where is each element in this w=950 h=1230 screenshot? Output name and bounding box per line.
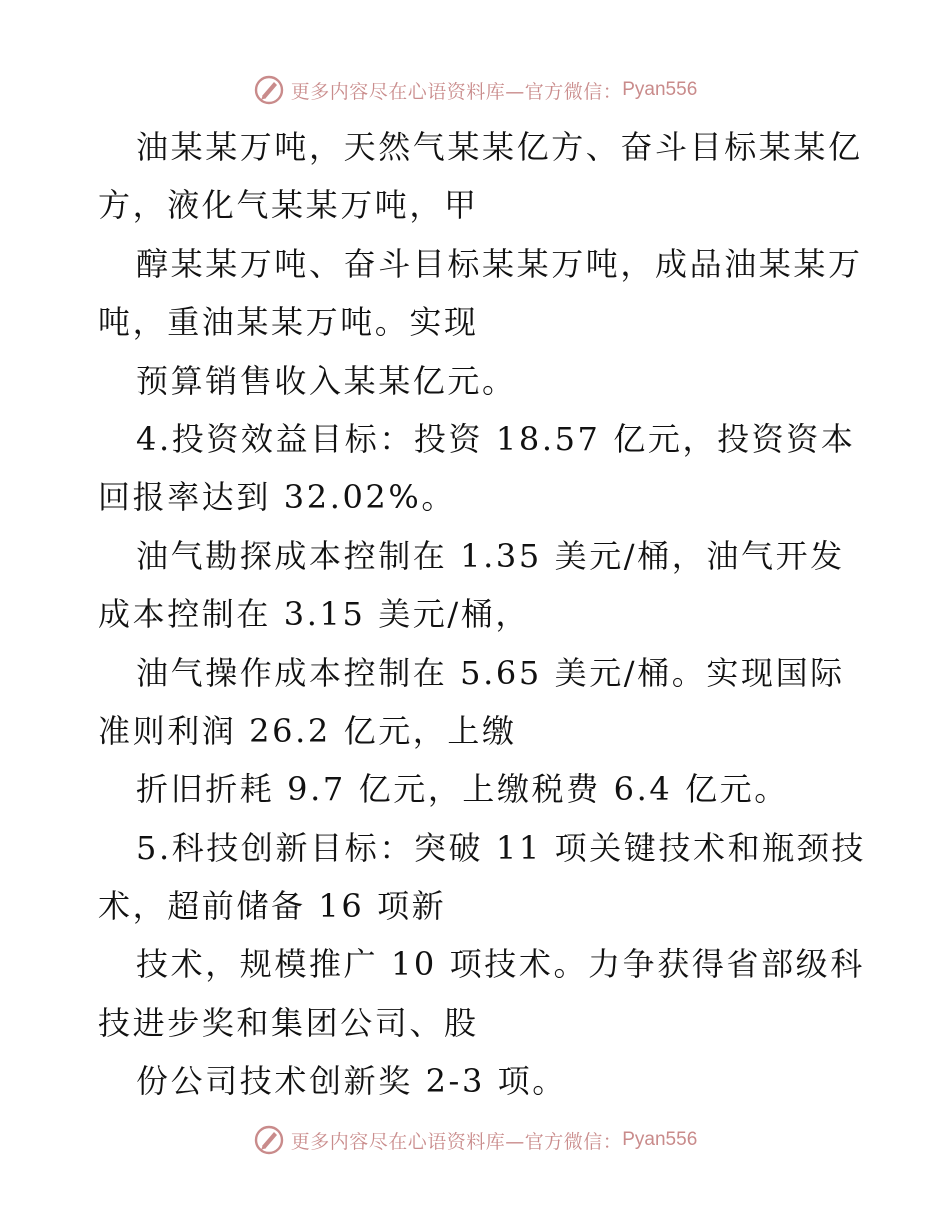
watermark-footer [0, 1120, 950, 1160]
logo-icon [253, 74, 285, 106]
document-body [98, 118, 866, 1111]
text-line: 成本控制在 3.15 美元/桶， [98, 595, 530, 634]
watermark-header [0, 70, 950, 110]
text-line: 油气操作成本控制在 5.65 美元/桶。实现国际 [136, 653, 845, 692]
text-line: 折旧折耗 9.7 亿元，上缴税费 6.4 亿元。 [136, 770, 789, 809]
watermark-text: 更多内容尽在心语资料库—官方微信： [290, 80, 623, 103]
text-line: 4.投资效益目标：投资 18.57 亿元，投资资本 [136, 419, 856, 458]
text-line: 油某某万吨，天然气某某亿方、奋斗目标某某亿 [136, 128, 863, 166]
logo-icon [253, 1124, 285, 1156]
watermark-text: 更多内容尽在心语资料库—官方微信： [290, 1130, 623, 1153]
text-line: 准则利润 26.2 亿元，上缴 [98, 711, 517, 750]
text-line: 术，超前储备 16 项新 [98, 887, 447, 926]
watermark-handle: Pyan556 [622, 79, 698, 100]
text-line: 吨，重油某某万吨。实现 [98, 303, 479, 342]
text-line: 5.科技创新目标：突破 11 项关键技术和瓶颈技 [136, 828, 866, 867]
text-line: 醇某某万吨、奋斗目标某某万吨，成品油某某万 [136, 244, 863, 283]
text-line: 方，液化气某某万吨，甲 [98, 186, 479, 225]
text-line: 回报率达到 32.02%。 [98, 478, 456, 517]
text-line: 份公司技术创新奖 2-3 项。 [136, 1062, 567, 1101]
text-line: 技进步奖和集团公司、股 [98, 1003, 479, 1042]
text-line: 技术，规模推广 10 项技术。力争获得省部级科 [136, 945, 865, 984]
text-line: 预算销售收入某某亿元。 [136, 361, 517, 400]
text-line: 油气勘探成本控制在 1.35 美元/桶，油气开发 [136, 536, 845, 575]
watermark-handle: Pyan556 [622, 1129, 698, 1150]
